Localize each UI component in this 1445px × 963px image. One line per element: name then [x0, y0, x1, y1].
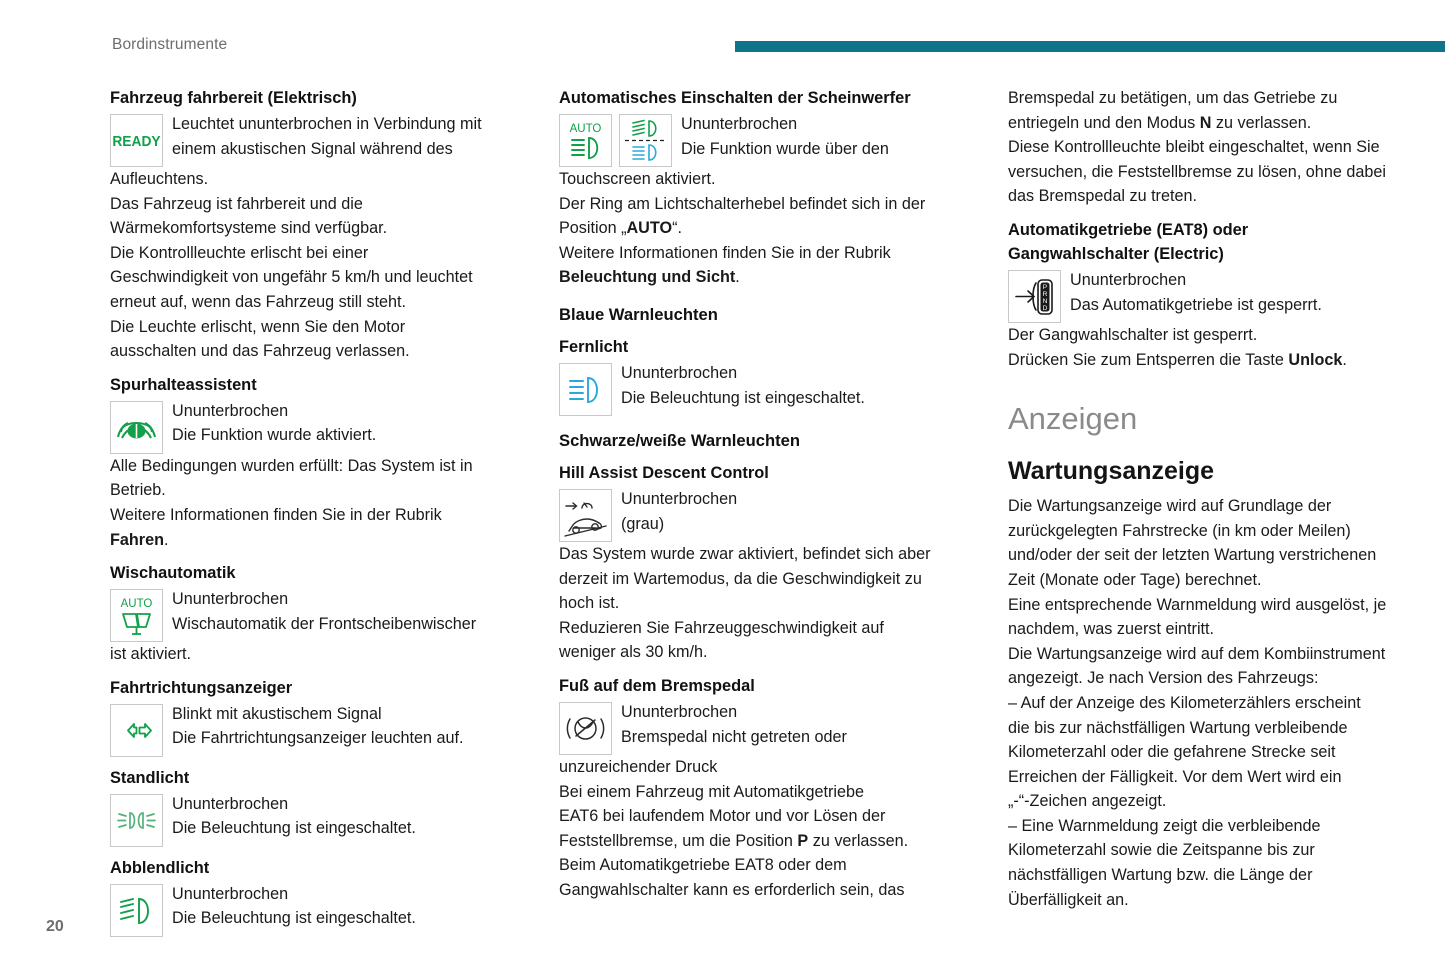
- breadcrumb-chapter-title: Bordinstrumente: [112, 36, 228, 53]
- row-high-beam: [559, 361, 984, 416]
- row-hill-assist: [559, 487, 984, 542]
- text-suffix: zu verlassen.: [1211, 113, 1312, 132]
- text-line: einem akustischen Signal während des: [172, 139, 453, 158]
- auto-wiper-icon: [110, 589, 163, 642]
- text-line: weniger als 30 km/h.: [559, 643, 708, 662]
- icon-stack: [559, 487, 612, 542]
- auto-headlight-icon: [559, 114, 612, 167]
- text-suffix: “.: [672, 219, 682, 238]
- text-line: Weitere Informationen finden Sie in der Rubrik: [559, 243, 891, 262]
- text-line-unlock: [1008, 348, 1433, 373]
- ready-indicator-icon: [110, 114, 163, 167]
- text-line: Ununterbrochen: [1070, 270, 1187, 289]
- hill-descent-control-icon: [559, 489, 612, 542]
- turn-indicator-icon: [110, 704, 163, 757]
- text-prefix: entriegeln und den Modus: [1008, 113, 1200, 132]
- text-line: das Bremspedal zu treten.: [1008, 187, 1197, 206]
- row-turn-indicators: [110, 702, 535, 757]
- text-line: Die Fahrtrichtungsanzeiger leuchten auf.: [172, 729, 464, 748]
- text-prefix: Drücken Sie zum Entsperren die Taste: [1008, 350, 1289, 369]
- icon-stack: [110, 399, 163, 454]
- text-suffix: .: [1342, 350, 1347, 369]
- svg-text:N: N: [1042, 297, 1048, 305]
- text-prefix: Feststellbremse, um die Position: [559, 831, 798, 850]
- text-tail: .: [735, 268, 740, 287]
- text-line: erneut auf, wenn das Fahrzeug still steht.: [110, 292, 407, 311]
- text-line: Gangwahlschalter kann es erforderlich sein, das: [559, 880, 905, 899]
- svg-text:P: P: [1042, 283, 1048, 291]
- text-line: Die Funktion wurde über den: [681, 139, 889, 158]
- ref-chapter-fahren: Fahren: [110, 530, 164, 549]
- heading-vehicle-ready: Fahrzeug fahrbereit (Elektrisch): [110, 89, 357, 107]
- text-line: Ununterbrochen: [172, 884, 289, 903]
- row-lane-keeping-assist: [110, 399, 535, 454]
- body-brake-pedal: [559, 755, 984, 903]
- icon-stack: [559, 112, 672, 167]
- heading-turn-indicators: Fahrtrichtungsanzeiger: [110, 678, 293, 697]
- icon-stack: [559, 361, 612, 416]
- page-columns: [0, 86, 1445, 937]
- text-line: nachdem, was zuerst eintritt.: [1008, 620, 1215, 639]
- heading-lane-keeping-assist: Spurhalteassistent: [110, 375, 257, 394]
- text-line: unzureichender Druck: [559, 757, 718, 776]
- icon-stack: [559, 700, 612, 755]
- position-value-p: P: [797, 831, 809, 850]
- text-line: Ununterbrochen: [172, 794, 289, 813]
- icon-stack: [110, 882, 163, 937]
- row-vehicle-ready: [110, 112, 535, 167]
- text-line: Wärmekomfortsysteme sind verfügbar.: [110, 219, 388, 238]
- row-dipped-beam: [110, 882, 535, 937]
- text-line: Das System wurde zwar aktiviert, befindet sich aber: [559, 544, 931, 563]
- icon-description: [163, 587, 476, 636]
- text-line-with-ref: [110, 528, 535, 553]
- subheading-blue-warning-lights: Blaue Warnleuchten: [559, 304, 718, 324]
- ref-chapter-beleuchtung: Beleuchtung und Sicht: [559, 268, 736, 287]
- column-2: [559, 86, 984, 937]
- text-line: Die Funktion wurde aktiviert.: [172, 426, 377, 445]
- text-line: Geschwindigkeit von ungefähr 5 km/h und leuchtet: [110, 268, 473, 287]
- text-line: Überfälligkeit an.: [1008, 890, 1129, 909]
- row-gear-selector: [1008, 268, 1433, 323]
- text-line: Beim Automatikgetriebe EAT8 oder dem: [559, 856, 847, 875]
- subheading-black-white-warning-lights: Schwarze/weiße Warnleuchten: [559, 430, 800, 450]
- body-continuation: [1008, 86, 1433, 209]
- text-line-mode-n: [1008, 111, 1433, 136]
- lane-keeping-assist-icon: [110, 401, 163, 454]
- svg-text:READY: READY: [112, 133, 161, 151]
- text-line: Reduzieren Sie Fahrzeuggeschwindigkeit auf: [559, 618, 884, 637]
- text-line: Das Fahrzeug ist fahrbereit und die: [110, 194, 363, 213]
- text-line: und/oder der seit der letzten Wartung verstrichenen: [1008, 546, 1377, 565]
- page-number: 20: [46, 918, 64, 935]
- icon-stack: [110, 792, 163, 847]
- icon-stack: [1008, 268, 1061, 323]
- text-line: Kilometerzahl oder die gefahrene Strecke seit: [1008, 743, 1336, 762]
- icon-description: [163, 702, 464, 751]
- row-brake-pedal: [559, 700, 984, 755]
- text-line: Bremspedal zu betätigen, um das Getriebe zu: [1008, 89, 1338, 107]
- high-beam-icon: [559, 363, 612, 416]
- mode-value-n: N: [1199, 113, 1212, 132]
- text-line: „-“-Zeichen angezeigt.: [1008, 792, 1167, 811]
- text-line: derzeit im Wartemodus, da die Geschwindigkeit zu: [559, 569, 922, 588]
- text-line: Das Automatikgetriebe ist gesperrt.: [1070, 295, 1322, 314]
- text-line: Der Gangwahlschalter ist gesperrt.: [1008, 325, 1258, 344]
- header-accent-rule: [735, 41, 1445, 52]
- text-line: Die Beleuchtung ist eingeschaltet.: [172, 909, 416, 928]
- brake-pedal-icon: [559, 702, 612, 755]
- text-line: Ununterbrochen: [681, 115, 798, 133]
- text-line: Betrieb.: [110, 481, 166, 500]
- text-line: Ununterbrochen: [621, 363, 738, 382]
- heading-foot-on-brake-pedal: Fuß auf dem Bremspedal: [559, 676, 755, 695]
- text-line: Bremspedal nicht getreten oder: [621, 727, 847, 746]
- text-line: angezeigt. Je nach Version des Fahrzeugs:: [1008, 669, 1319, 688]
- heading-auto-wipers: Wischautomatik: [110, 564, 236, 583]
- text-line-position: [559, 216, 984, 241]
- heading-high-beam: Fernlicht: [559, 337, 629, 356]
- text-line: Die Wartungsanzeige wird auf dem Kombiinstrument: [1008, 644, 1386, 663]
- text-line: Leuchtet ununterbrochen in Verbindung mit: [172, 115, 482, 133]
- text-line: Diese Kontrollleuchte bleibt eingeschaltet, wenn Sie: [1008, 138, 1380, 157]
- body-hill-assist: [559, 542, 984, 665]
- heading-position-lights: Standlicht: [110, 768, 190, 787]
- text-line: versuchen, die Feststellbremse zu lösen, ohne dabei: [1008, 162, 1386, 181]
- body-vehicle-ready: [110, 167, 535, 364]
- icon-description: [612, 487, 737, 536]
- heading-auto-headlights: Automatisches Einschalten der Scheinwerfer: [559, 89, 911, 107]
- text-line: EAT6 bei laufendem Motor und vor Lösen der: [559, 807, 886, 826]
- text-line: Alle Bedingungen wurden erfüllt: Das System ist in: [110, 456, 473, 475]
- position-value-auto: AUTO: [626, 219, 673, 238]
- text-line-position-p: [559, 829, 984, 854]
- column-1: [110, 86, 535, 937]
- chapter-title-anzeigen: Anzeigen: [1008, 401, 1138, 437]
- auto-highbeam-switch-icon: [619, 114, 672, 167]
- text-line: Zeit (Monate oder Tage) berechnet.: [1008, 570, 1262, 589]
- icon-stack: [110, 587, 163, 642]
- text-line: Die Beleuchtung ist eingeschaltet.: [172, 819, 416, 838]
- text-line: Blinkt mit akustischem Signal: [172, 704, 382, 723]
- icon-description: [612, 361, 865, 410]
- body-auto-headlights: [559, 167, 984, 290]
- text-line: Bei einem Fahrzeug mit Automatikgetriebe: [559, 782, 865, 801]
- text-line: Die Leuchte erlischt, wenn Sie den Motor: [110, 317, 406, 336]
- text-line: (grau): [621, 514, 665, 533]
- text-line: die bis zur nächstfälligen Wartung verbleibende: [1008, 718, 1348, 737]
- svg-text:AUTO: AUTO: [569, 123, 602, 135]
- text-line: hoch ist.: [559, 594, 620, 613]
- text-line: Ununterbrochen: [621, 702, 738, 721]
- heading-hill-assist-descent-control: Hill Assist Descent Control: [559, 463, 769, 482]
- icon-stack: [110, 702, 163, 757]
- body-lane-keeping-assist: [110, 454, 535, 552]
- text-prefix: Position „: [559, 219, 627, 238]
- text-suffix: zu verlassen.: [808, 831, 909, 850]
- icon-stack: [110, 112, 163, 167]
- text-line: Wischautomatik der Frontscheibenwischer: [172, 614, 477, 633]
- svg-text:D: D: [1042, 304, 1048, 312]
- icon-description: [163, 112, 482, 161]
- text-line: – Auf der Anzeige des Kilometerzählers erscheint: [1008, 693, 1361, 712]
- text-line: nächstfälligen Wartung bzw. die Länge der: [1008, 866, 1313, 885]
- body-auto-wipers: [110, 642, 535, 667]
- heading-line-1: Automatikgetriebe (EAT8) oder: [1008, 220, 1249, 239]
- row-auto-wipers: [110, 587, 535, 642]
- text-line: Ununterbrochen: [621, 489, 738, 508]
- text-line: Ununterbrochen: [172, 590, 289, 609]
- text-line: ist aktiviert.: [110, 645, 191, 664]
- icon-description: [163, 792, 416, 841]
- row-position-lights: [110, 792, 535, 847]
- text-line: Erreichen der Fälligkeit. Vor dem Wert wird ein: [1008, 767, 1342, 786]
- text-line: Aufleuchtens.: [110, 170, 209, 188]
- icon-description: [672, 112, 889, 161]
- gear-selector-locked-icon: [1008, 270, 1061, 323]
- body-gearbox: [1008, 323, 1433, 372]
- column-3: [1008, 86, 1433, 937]
- text-line: Touchscreen aktiviert.: [559, 170, 716, 188]
- page-header: [0, 0, 1445, 70]
- heading-automatic-gearbox: [1008, 218, 1433, 266]
- dipped-beam-icon: [110, 884, 163, 937]
- text-line: Die Wartungsanzeige wird auf Grundlage der: [1008, 497, 1332, 516]
- text-line: Kilometerzahl sowie die Zeitspanne bis zur: [1008, 841, 1315, 860]
- text-line-with-ref: [559, 265, 984, 290]
- button-name-unlock: Unlock: [1288, 350, 1343, 369]
- text-line: – Eine Warnmeldung zeigt die verbleibende: [1008, 816, 1321, 835]
- icon-description: [612, 700, 847, 749]
- text-line: Ununterbrochen: [172, 401, 289, 420]
- svg-text:R: R: [1042, 290, 1048, 298]
- text-line: Die Kontrollleuchte erlischt bei einer: [110, 243, 369, 262]
- text-line: Weitere Informationen finden Sie in der Rubrik: [110, 505, 442, 524]
- body-wartungsanzeige: [1008, 494, 1433, 912]
- icon-description: [163, 882, 416, 931]
- section-title-wartungsanzeige: Wartungsanzeige: [1008, 457, 1215, 486]
- text-line: zurückgelegten Fahrstrecke (in km oder Meilen): [1008, 521, 1351, 540]
- position-light-icon: [110, 794, 163, 847]
- text-line: ausschalten und das Fahrzeug verlassen.: [110, 342, 410, 361]
- row-auto-headlights: [559, 112, 984, 167]
- text-line: Die Beleuchtung ist eingeschaltet.: [621, 388, 865, 407]
- svg-text:AUTO: AUTO: [120, 598, 153, 611]
- icon-description: [163, 399, 376, 448]
- heading-line-2: Gangwahlschalter (Electric): [1008, 244, 1224, 263]
- text-tail: .: [163, 530, 169, 549]
- icon-description: [1061, 268, 1322, 317]
- text-line: Der Ring am Lichtschalterhebel befindet sich in der: [559, 194, 926, 213]
- heading-dipped-beam: Abblendlicht: [110, 858, 210, 877]
- text-line: Eine entsprechende Warnmeldung wird ausgelöst, je: [1008, 595, 1387, 614]
